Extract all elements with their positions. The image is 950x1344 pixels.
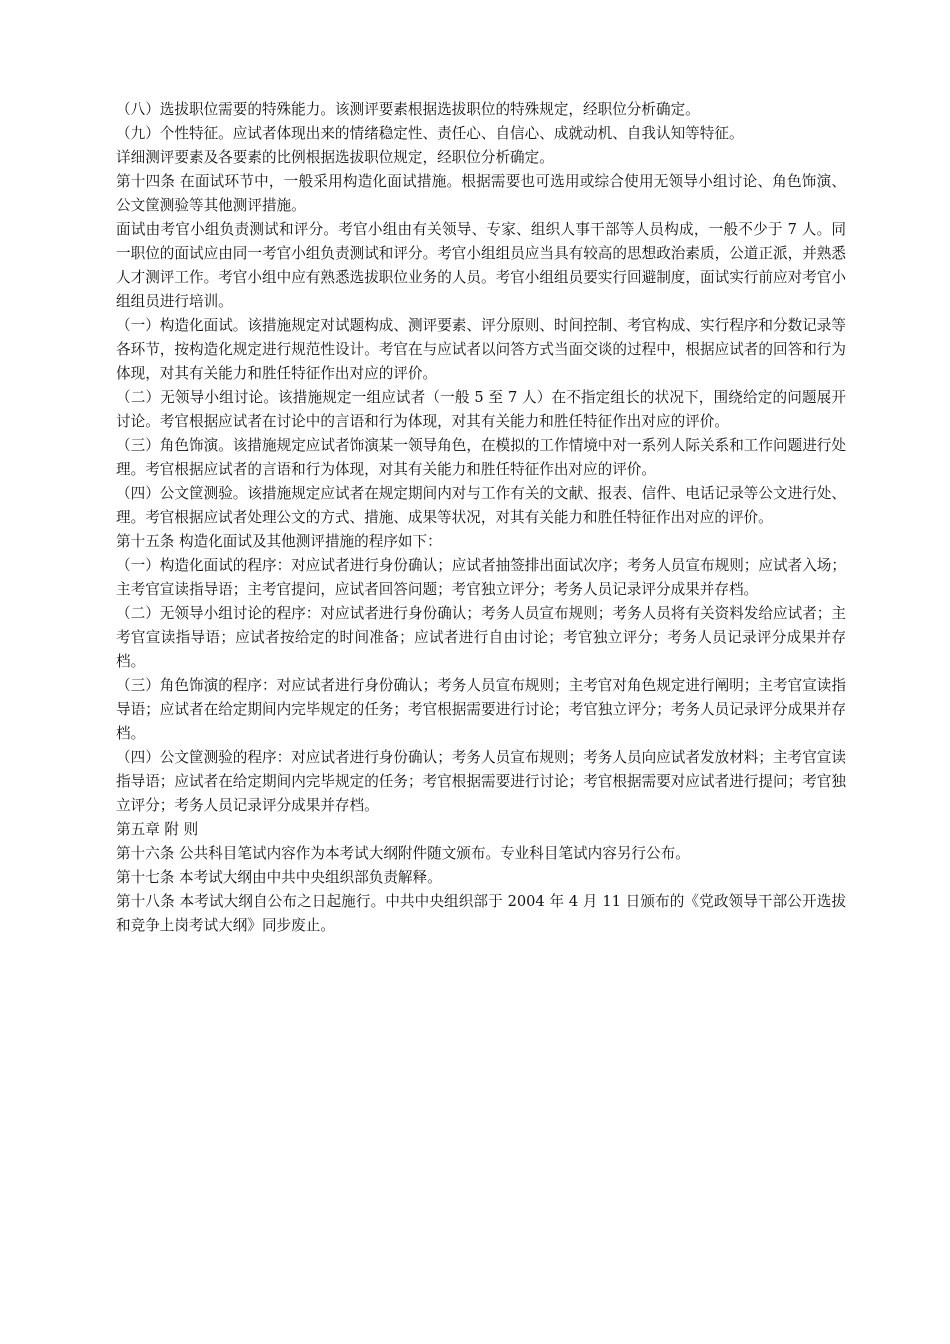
paragraph-procedure-leaderless-group: （二）无领导小组讨论的程序：对应试者进行身份确认；考务人员宣布规则；考务人员将有关资料发给应试者；主考官宣读指导语；应试者按给定的时间准备；应试者进行自由讨论；考官独立评分；考务人员记录评分成果并存档。 (116, 605, 846, 670)
paragraph-item-9-personality: （九）个性特征。应试者体现出来的情绪稳定性、责任心、自信心、成就动机、自我认知等特征。 (116, 125, 744, 142)
paragraph-article-16: 第十六条 公共科目笔试内容作为本考试大纲附件随文颁布。专业科目笔试内容另行公布。 (116, 845, 690, 862)
paragraph-article-15: 第十五条 构造化面试及其他测评措施的程序如下： (116, 533, 442, 550)
paragraph-elements-ratio: 详细测评要素及各要素的比例根据选拔职位规定，经职位分析确定。 (116, 149, 554, 166)
paragraph-article-14: 第十四条 在面试环节中，一般采用构造化面试措施。根据需要也可选用或综合使用无领导小组讨论、角色饰演、公文筐测验等其他测评措施。 (116, 173, 846, 214)
paragraph-article-17: 第十七条 本考试大纲由中共中央组织部负责解释。 (116, 869, 442, 886)
paragraph-procedure-role-play: （三）角色饰演的程序：对应试者进行身份确认；考务人员宣布规则；主考官对角色规定进行阐明；主考官宣读指导语；应试者在给定期间内完毕规定的任务；考官根据需要进行讨论；考官独立评分；考务人员记录评分成果并存档。 (116, 677, 846, 742)
paragraph-procedure-structured-interview: （一）构造化面试的程序：对应试者进行身份确认；应试者抽签排出面试次序；考务人员宣布规则；应试者入场；主考官宣读指导语；主考官提问，应试者回答问题；考官独立评分；考务人员记录评分成果并存档。 (116, 557, 846, 598)
chapter-heading-5: 第五章 附 则 (116, 821, 199, 838)
paragraph-leaderless-group: （二）无领导小组讨论。该措施规定一组应试者（一般 5 至 7 人）在不指定组长的状况下，围绕给定的问题展开讨论。考官根据应试者在讨论中的言语和行为体现，对其有关能力和胜任特征作出对应的评价。 (116, 389, 846, 430)
paragraph-interview-panel: 面试由考官小组负责测试和评分。考官小组由有关领导、专家、组织人事干部等人员构成，一般不少于 7 人。同一职位的面试应由同一考官小组负责测试和评分。考官小组组员应当具有较高的思想政治素质，公道正派，并熟悉人才测评工作。考官小组中应有熟悉选拔职位业务的人员。考官小组组员要实行回避制度，面试实行前应对考官小组组员进行培训。 (116, 221, 846, 310)
paragraph-article-18: 第十八条 本考试大纲自公布之日起施行。中共中央组织部于 2004 年 4 月 11 日颁布的《党政领导干部公开选拔和竞争上岗考试大纲》同步废止。 (116, 893, 846, 934)
document-page (116, 98, 846, 938)
paragraph-role-play: （三）角色饰演。该措施规定应试者饰演某一领导角色，在模拟的工作情境中对一系列人际关系和工作问题进行处理。考官根据应试者的言语和行为体现，对其有关能力和胜任特征作出对应的评价。 (116, 437, 846, 478)
paragraph-procedure-in-basket: （四）公文筐测验的程序：对应试者进行身份确认；考务人员宣布规则；考务人员向应试者发放材料；主考官宣读指导语；应试者在给定期间内完毕规定的任务；考官根据需要进行讨论；考官根据需要对应试者进行提问；考官独立评分；考务人员记录评分成果并存档。 (116, 749, 846, 814)
paragraph-item-8-special-ability: （八）选拔职位需要的特殊能力。该测评要素根据选拔职位的特殊规定，经职位分析确定。 (116, 101, 700, 118)
paragraph-in-basket-test: （四）公文筐测验。该措施规定应试者在规定期间内对与工作有关的文献、报表、信件、电话记录等公文进行处、理。考官根据应试者处理公文的方式、措施、成果等状况，对其有关能力和胜任特征作出对应的评价。 (116, 485, 846, 526)
paragraph-structured-interview: （一）构造化面试。该措施规定对试题构成、测评要素、评分原则、时间控制、考官构成、实行程序和分数记录等各环节，按构造化规定进行规范性设计。考官在与应试者以问答方式当面交谈的过程中，根据应试者的回答和行为体现，对其有关能力和胜任特征作出对应的评价。 (116, 317, 846, 382)
